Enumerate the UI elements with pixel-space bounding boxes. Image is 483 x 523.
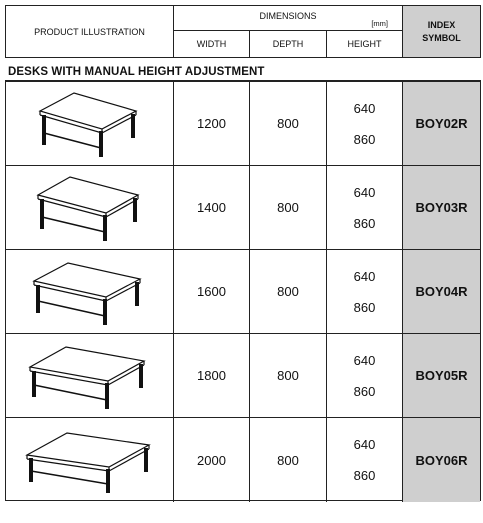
table-header	[5, 5, 481, 58]
table-row	[6, 418, 480, 502]
depth-cell: 800	[250, 250, 327, 333]
height-min: 640	[353, 184, 376, 200]
index-symbol: BOY02R	[403, 82, 480, 165]
width-cell: 1600	[174, 250, 250, 333]
header-dimensions	[174, 6, 403, 31]
header-width: WIDTH	[174, 31, 250, 57]
depth-cell: 800	[250, 418, 327, 502]
header-depth: DEPTH	[250, 31, 327, 57]
header-index-line2: SYMBOL	[422, 32, 461, 43]
illustration-cell	[6, 334, 174, 417]
height-min: 640	[353, 100, 376, 116]
depth-cell: 800	[250, 334, 327, 417]
height-cell	[327, 334, 403, 417]
product-table	[5, 80, 481, 501]
header-product-illustration: PRODUCT ILLUSTRATION	[6, 6, 174, 57]
desk-icon	[26, 341, 154, 411]
width-cell: 1200	[174, 82, 250, 165]
index-symbol: BOY06R	[403, 418, 480, 502]
width-cell: 1800	[174, 334, 250, 417]
height-min: 640	[353, 352, 376, 368]
desk-icon	[30, 173, 150, 243]
height-min: 640	[353, 437, 376, 452]
header-dimensions-label: DIMENSIONS	[259, 11, 317, 21]
section-title: DESKS WITH MANUAL HEIGHT ADJUSTMENT	[8, 66, 265, 78]
height-cell	[327, 250, 403, 333]
desk-icon	[28, 257, 152, 327]
height-max: 860	[353, 468, 376, 483]
illustration-cell	[6, 418, 174, 502]
header-index-symbol	[403, 6, 480, 57]
desk-icon	[23, 425, 157, 495]
depth-cell: 800	[250, 82, 327, 165]
illustration-cell	[6, 250, 174, 333]
table-row	[6, 250, 480, 334]
height-max: 860	[353, 215, 376, 231]
index-symbol: BOY05R	[403, 334, 480, 417]
header-index-line1: INDEX	[427, 19, 456, 30]
table-row	[6, 334, 480, 418]
width-cell: 1400	[174, 166, 250, 249]
index-symbol: BOY04R	[403, 250, 480, 333]
height-max: 860	[353, 383, 376, 399]
header-unit: [mm]	[371, 19, 388, 28]
illustration-cell	[6, 82, 174, 165]
height-max: 860	[353, 299, 376, 315]
height-min: 640	[353, 268, 376, 284]
illustration-cell	[6, 166, 174, 249]
desk-icon	[30, 89, 150, 159]
height-cell	[327, 82, 403, 165]
height-cell	[327, 418, 403, 502]
header-height: HEIGHT	[327, 31, 403, 57]
height-cell	[327, 166, 403, 249]
height-max: 860	[353, 131, 376, 147]
width-cell: 2000	[174, 418, 250, 502]
table-row	[6, 166, 480, 250]
depth-cell: 800	[250, 166, 327, 249]
table-row	[6, 82, 480, 166]
index-symbol: BOY03R	[403, 166, 480, 249]
